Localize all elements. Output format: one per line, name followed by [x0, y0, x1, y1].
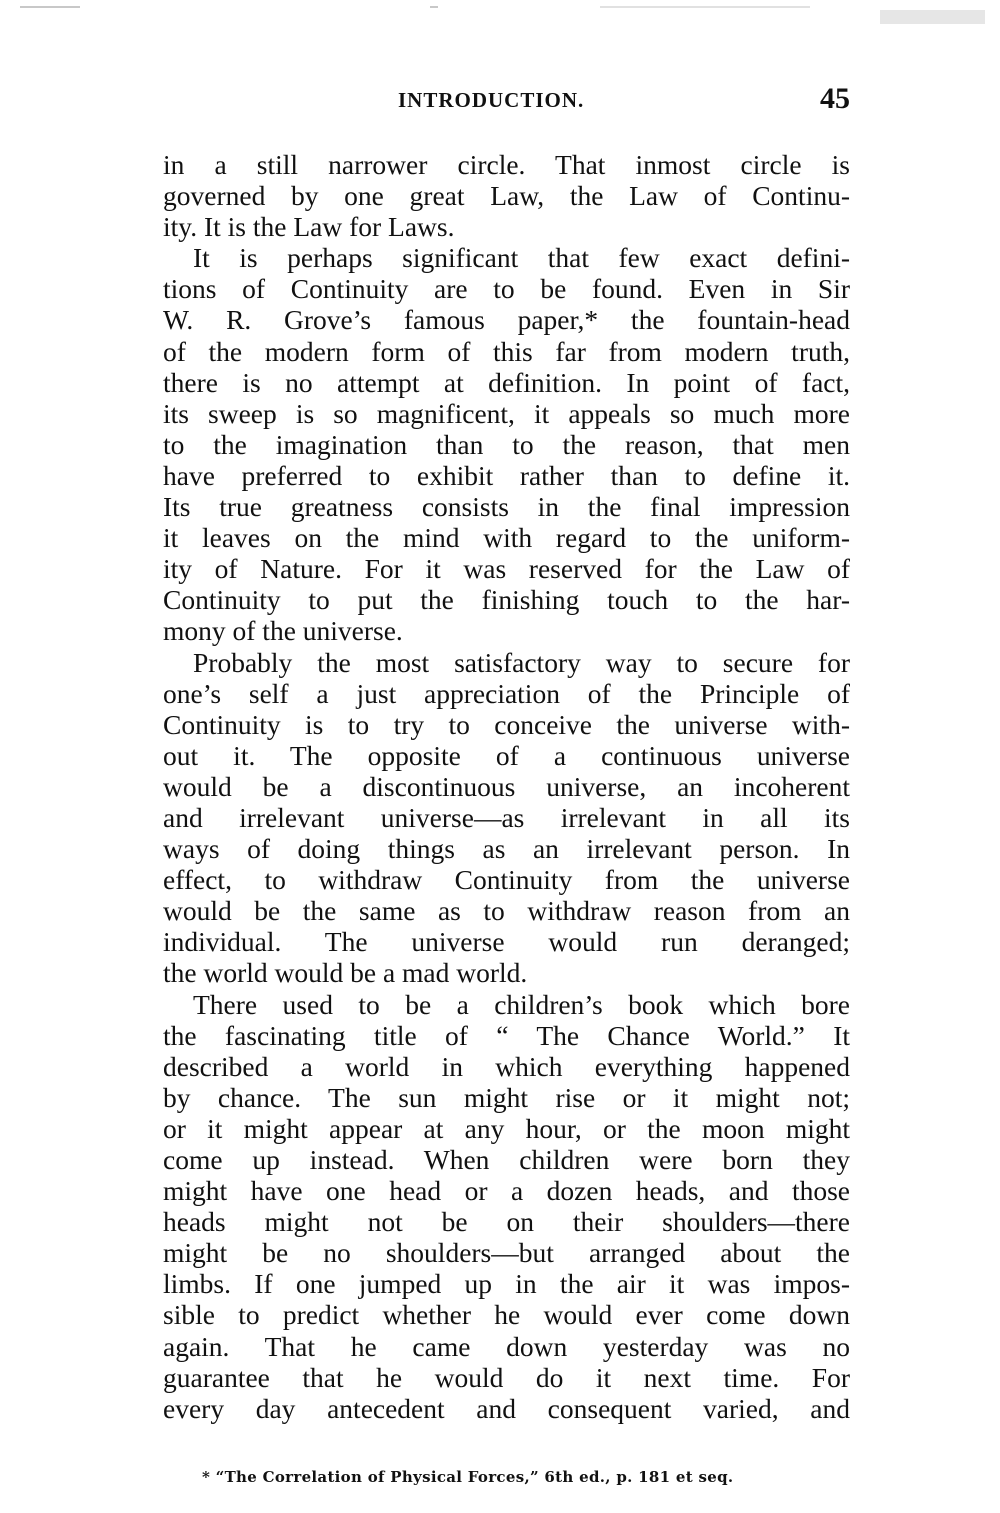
text-line: every day antecedent and consequent varied, and [163, 1392, 850, 1424]
text-line: tions of Continuity are to be found. Even in Sir [163, 273, 850, 305]
scan-artifact [430, 6, 438, 8]
scan-artifact [880, 10, 985, 24]
text-line: effect, to withdraw Continuity from the universe [163, 864, 850, 896]
text-line: Probably the most satisfactory way to secure for [193, 646, 850, 678]
page-number: 45 [820, 82, 850, 115]
text-line: Continuity to put the finishing touch to the har- [163, 584, 850, 616]
text-line: There used to be a children’s book which bore [193, 988, 850, 1020]
text-line: its sweep is so magnificent, it appeals so much more [163, 397, 850, 429]
page-header [163, 84, 850, 120]
text-line: limbs. If one jumped up in the air it was impos- [163, 1268, 850, 1300]
text-line: Its true greatness consists in the final impression [163, 491, 850, 523]
text-line: Continuity is to try to conceive the universe with- [163, 708, 850, 740]
text-line: in a still narrower circle. That inmost circle is [163, 149, 850, 180]
text-line: would be a discontinuous universe, an incoherent [163, 770, 850, 802]
text-line: again. That he came down yesterday was no [163, 1330, 850, 1362]
text-line: W. R. Grove’s famous paper,* the fountain-head [163, 304, 850, 336]
footnote: * “The Correlation of Physical Forces,” 6th ed., p. 181 et seq. [202, 1468, 734, 1486]
text-line: individual. The universe would run deranged; [163, 926, 850, 958]
text-line: out it. The opposite of a continuous universe [163, 739, 850, 771]
text-line: heads might not be on their shoulders—there [163, 1206, 850, 1238]
text-line: have preferred to exhibit rather than to define it. [163, 459, 850, 491]
text-line: the fascinating title of “ The Chance World.” It [163, 1019, 850, 1051]
text-line: It is perhaps significant that few exact defini- [193, 242, 850, 274]
text-line: or it might appear at any hour, or the moon might [163, 1112, 850, 1144]
text-line: one’s self a just appreciation of the Principle of [163, 677, 850, 709]
text-line: guarantee that he would do it next time. For [163, 1361, 850, 1393]
body-text [163, 149, 850, 1424]
text-line: and irrelevant universe—as irrelevant in all its [163, 801, 850, 833]
text-line: ways of doing things as an irrelevant person. In [163, 833, 850, 865]
text-line: by chance. The sun might rise or it might not; [163, 1081, 850, 1113]
scan-artifact [20, 6, 80, 8]
scan-artifact [600, 6, 810, 8]
text-line: ity of Nature. For it was reserved for the Law of [163, 553, 850, 585]
text-line: sible to predict whether he would ever come down [163, 1299, 850, 1331]
text-line: of the modern form of this far from modern truth, [163, 335, 850, 367]
text-line: might have one head or a dozen heads, and those [163, 1175, 850, 1207]
text-line: ity. It is the Law for Laws. [163, 211, 455, 243]
text-line: governed by one great Law, the Law of Continu- [163, 180, 850, 212]
text-line: to the imagination than to the reason, that men [163, 428, 850, 460]
text-line: mony of the universe. [163, 615, 403, 647]
text-line: the world would be a mad world. [163, 957, 528, 989]
text-line: come up instead. When children were born they [163, 1144, 850, 1175]
running-head: INTRODUCTION. [398, 88, 585, 112]
text-line: there is no attempt at definition. In point of fact, [163, 366, 850, 398]
text-line: might be no shoulders—but arranged about the [163, 1237, 850, 1269]
text-line: described a world in which everything happened [163, 1050, 850, 1082]
text-line: would be the same as to withdraw reason from an [163, 895, 850, 927]
text-line: it leaves on the mind with regard to the uniform- [163, 522, 850, 554]
